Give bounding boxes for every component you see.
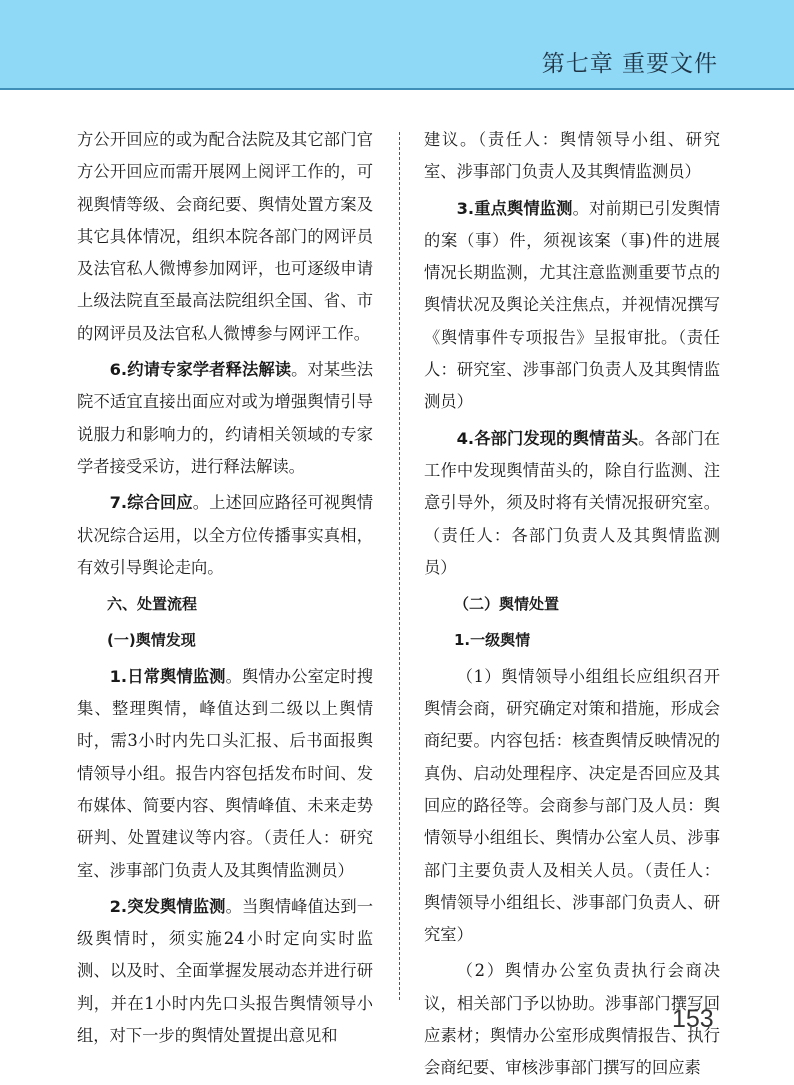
chapter-header-band	[0, 0, 794, 90]
column-divider	[399, 132, 400, 1000]
paragraph	[77, 891, 373, 1052]
paragraph-heading: 3.重点舆情监测	[456, 198, 573, 218]
paragraph	[77, 661, 373, 887]
paragraph-heading: 1.日常舆情监测	[109, 666, 226, 686]
paragraph	[424, 193, 720, 419]
paragraph-body: 。上述回应路径可视舆情状况综合运用，以全方位传播事实真相，有效引导舆论走向。	[77, 493, 373, 577]
paragraph-heading: 7.综合回应	[109, 493, 193, 513]
paragraph: 建议。（责任人：舆情领导小组、研究室、涉事部门负责人及其舆情监测员）	[424, 130, 720, 182]
subsection-heading: 1.一级舆情	[454, 631, 531, 650]
paragraph-heading: 6.约请专家学者释法解读	[109, 360, 292, 380]
paragraph-body: 。各部门在工作中发现舆情苗头的，除自行监测、注意引导外，须及时将有关情况报研究室。（责任人：各部门负责人及其舆情监测员）	[424, 428, 720, 577]
paragraph	[77, 487, 373, 584]
subsection-heading: (一)舆情发现	[107, 631, 196, 650]
page-number: 153	[672, 1005, 714, 1033]
paragraph-body: 。舆情办公室定时搜集、整理舆情，峰值达到二级以上舆情时，需3小时内先口头汇报、后书面报舆情领导小组。报告内容包括发布时间、发布媒体、简要内容、舆情峰值、未来走势研判、处置建议等内容。（责任人：研究室、涉事部门负责人及其舆情监测员）	[77, 666, 373, 880]
right-column	[424, 124, 720, 1085]
left-column	[77, 124, 373, 1052]
paragraph: 方公开回应的或为配合法院及其它部门官方公开回应而需开展网上阅评工作的，可视舆情等级、会商纪要、舆情处置方案及其它具体情况，组织本院各部门的网评员及法官私人微博参加网评，也可逐级申请上级法院直至最高法院组织全国、省、市的网评员及法官私人微博参与网评工作。	[77, 130, 373, 343]
paragraph-body: 。对前期已引发舆情的案（事）件，须视该案（事)件的进展情况长期监测，尤其注意监测重要节点的舆情状况及舆论关注焦点，并视情况撰写《舆情事件专项报告》呈报审批。（责任人：研究室、涉事部门负责人及其舆情监测员）	[424, 198, 720, 412]
paragraph: （1）舆情领导小组组长应组织召开舆情会商，研究确定对策和措施，形成会商纪要。内容包括：核查舆情反映情况的真伪、启动处理程序、决定是否回应及其回应的路径等。会商参与部门及人员：舆情领导小组组长、舆情办公室人员、涉事部门主要负责人及相关人员。（责任人：舆情领导小组组长、涉事部门负责人、研究室）	[424, 666, 720, 945]
paragraph-heading: 4.各部门发现的舆情苗头	[456, 428, 639, 448]
paragraph	[424, 423, 720, 584]
section-heading: 六、处置流程	[107, 595, 198, 614]
paragraph-body: 。对某些法院不适宜直接出面应对或为增强舆情引导说服力和影响力的，约请相关领域的专家学者接受采访，进行释法解读。	[77, 360, 373, 476]
subsection-heading: （二）舆情处置	[454, 595, 560, 614]
paragraph: （2）舆情办公室负责执行会商决议，相关部门予以协助。涉事部门撰写回应素材；舆情办公室形成舆情报告、执行会商纪要、审核涉事部门撰写的回应素	[424, 961, 720, 1078]
paragraph	[77, 354, 373, 483]
paragraph-heading: 2.突发舆情监测	[109, 896, 226, 916]
chapter-title: 第七章 重要文件	[541, 51, 718, 77]
paragraph-body: 。当舆情峰值达到一级舆情时，须实施24小时定向实时监测、以及时、全面掌握发展动态并进行研判，并在1小时内先口头报告舆情领导小组，对下一步的舆情处置提出意见和	[77, 896, 373, 1046]
